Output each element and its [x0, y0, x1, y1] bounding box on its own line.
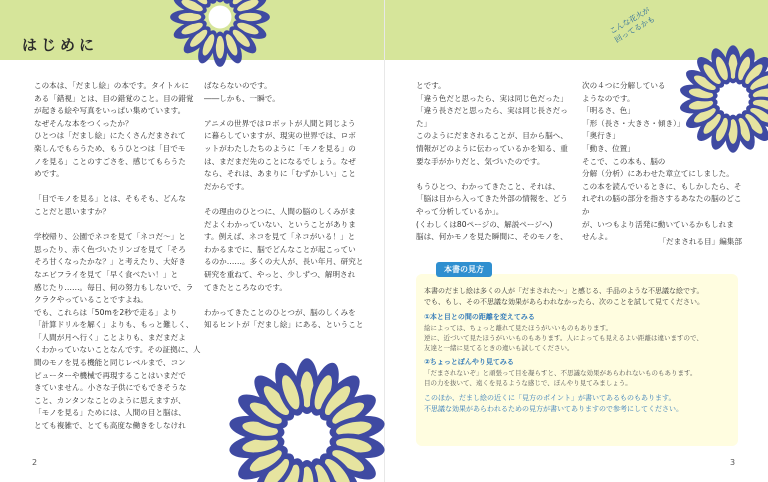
left-column-2: ばならないのです。 ――しかも、一瞬で。 アニメの世界ではロボットが人間と同じよう に暮らしていますが、現実の世界では、ロボ ットがわたしたちのように「モノを見る」の は、まだまだ先のことになるでしょう。なぜ なら、それは、あまりに「むずかしい」こと だからです。 その理由のひとつに、人間の脳のしくみがま だよくわかっていない、ということがありま す。例えば、ネコを見て「ネコがいる！」と わかるまでに、脳でどんなことが起こってい るのか……。多くの大人が、長い年月、研究と 研究を重ねて、やっと、少しずつ、解明され てきたところなのです。 わかってきたことのひとつが、脳のしくみを 知るヒントが「だまし絵」にある、ということ [204, 81, 364, 330]
page-number-left: 2 [32, 458, 38, 467]
guide-intro: 本書のだまし絵は多くの人が「だまされた～」と感じる、手品のような不思議な絵です。 でも、もし、その不思議な効果があらわれなかったら、次のことを試して見てください。 [424, 287, 704, 306]
right-column-2: 次の４つに分解している ようなのです。 「明るさ、色」 「形（長さ・大きさ・傾き）」 「奥行き」 「動き、位置」 そこで、この本も、脳の 分解（分析）にあわせた章立てにしました。 この本を読んでいるときに、もしかしたら、そ れぞれの脳の部分を指さするあなたの脳のどこか が、いつもより活発に動いているかもしれま せんよ。 [582, 81, 742, 242]
page-number-right: 3 [730, 458, 736, 467]
flower-top-left-icon [165, 0, 275, 72]
guide-body [424, 286, 734, 415]
guide-footer: このほか、だまし絵の近くに「見方のポイント」が書いてあるものもあります。 不思議な効果があらわれるための見方が書いてありますので参考にしてください。 [424, 394, 683, 413]
guide-item1-title: ①本と目との間の距離を変えてみる [424, 313, 535, 321]
left-column-1: この本は、「だまし絵」の本です。タイトルに ある「錯視」とは、目の錯覚のこと。目の錯覚 が起きる絵や写真をいっぱい集めています。 なぜそんな本をつくったか？ ひとつは「だまし絵」にたくさんだまされて 楽しんでもらうため、もうひとつは「目でモ ノを見る」ことのすごさを、感じてもらうた めです。 「目でモノを見る」とは、そもそも、どんな ことだと思いますか？ 学校帰り、公園でネコを見て「ネコだ～」と 思ったり、赤く色づいたリンゴを見て「そろ そろ甘くなったかな？」と考えたり、大好き なエビフライを見て「早く食べたい！」と 感じたり……。毎日、何の努力もしないで、ラ クラクやっていることですよね。 でも、これらは「50mを2秒で走る」より 「計算ドリルを解く」よりも、もっと難しく、 「人間が月へ行く」ことよりも、まだまだよ くわかっていないことなんです。その証拠に、人 間のモノを見る機能と同じレベルまで、コン ピューターや機械で再現することはいまだで きていません。小さな子供にでもできそうな こと、カンタンなことのように思えますが、 「モノを見る」ためには、人間の目と脳は、 とても複雑で、とても高度な働きをしなけれ [34, 81, 201, 431]
guide-item1-text: 絵によっては、ちょっと離れて見たほうがいいものもあります。 逆に、近づいて見たほうがいいものもあります。人によっても見えるよい距離は違いますので、 友達と一緒に見てるときの違いも試してください。 [424, 324, 703, 352]
right-column-1: とです。 「違う色だと思ったら、実は同じ色だった」 「違う長さだと思ったら、実は同じ長さだった」 このようにだまされることが、目から脳へ、 情報がどのように伝わっているかを知る、重 要な手がかりだと、気づいたのです。 もうひとつ、わかってきたこと、それは、 「脳は目から入ってきた外部の情報を、どう やって分析しているか」。 (くわしくは80ページの、解説ページへ) 脳は、何かモノを見た瞬間に、そのモノを、 [416, 81, 568, 242]
page-title: はじめに [22, 36, 99, 54]
guide-heading: 本書の見方 [436, 262, 492, 277]
guide-item2-title: ②ちょっとぼんやり見てみる [424, 358, 514, 366]
flower-center [289, 419, 325, 455]
guide-item2-text: 「だまされないぞ」と頑張って目を凝らすと、不思議な効果があらわれないものもあります。 目の力を抜いて、遠くを見るような感じで、ぼんやり見てみましょう。 [424, 369, 697, 387]
flower-caption: こんな花火が 回ってるかも [608, 5, 657, 45]
flower-center [209, 6, 232, 29]
flower-bottom-icon [222, 352, 392, 482]
signature: 「だまされる目」編集部 [658, 237, 742, 246]
